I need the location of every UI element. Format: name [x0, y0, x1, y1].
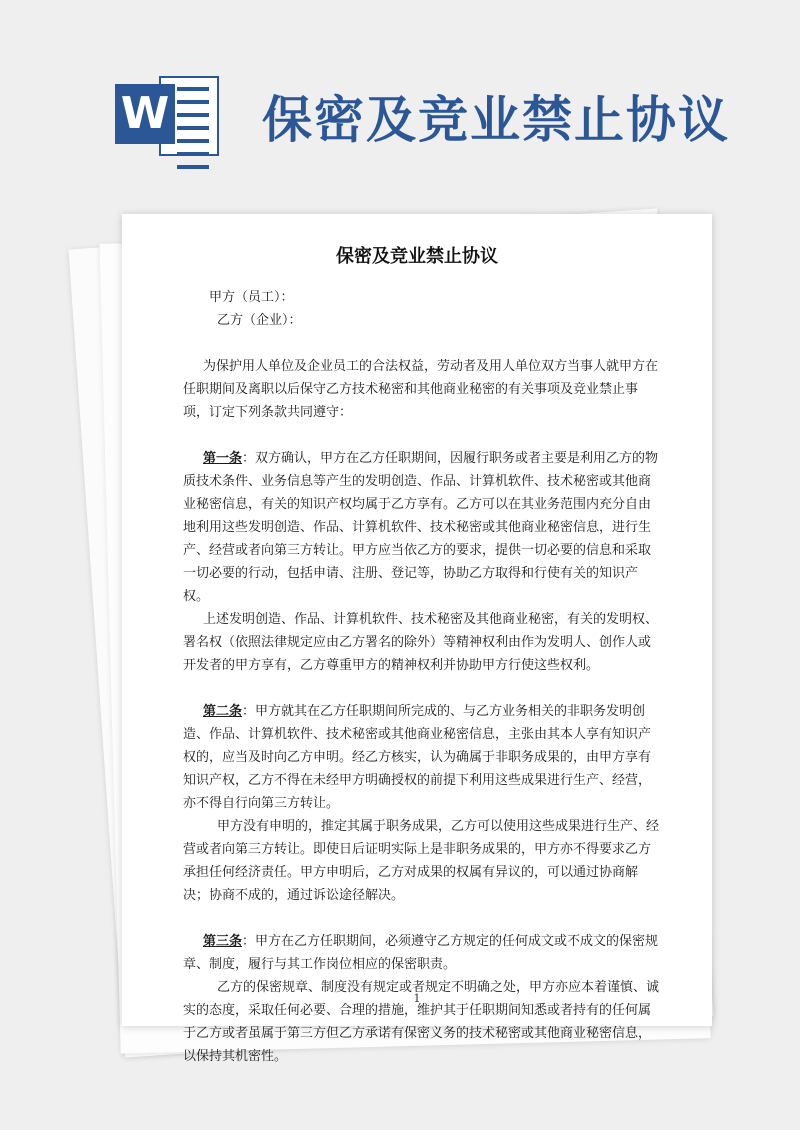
article-3-paragraph: [183, 930, 661, 976]
article-1-paragraph-2: 上述发明创造、作品、计算机软件、技术秘密及其他商业秘密，有关的发明权、署名权（依照法律规定应由乙方署名的除外）等精神权利由作为发明人、创作人或开发者的甲方享有，乙方尊重甲方的精神权利并协助甲方行使这些权利。: [183, 612, 659, 673]
article-2-paragraph-2: 甲方没有申明的，推定其属于职务成果，乙方可以使用这些成果进行生产、经营或者向第三方转让。即使日后证明实际上是非职务成果的，甲方亦不得要求乙方承担任何经济责任。甲方申明后，乙方对成果的权属有异议的，可以通过协商解决；协商不成的，通过诉讼途径解决。: [183, 819, 660, 903]
article-3-body: ：甲方在乙方任职期间，必须遵守乙方规定的任何成文或不成文的保密规章、制度，履行与其工作岗位相应的保密职责。: [183, 934, 659, 972]
party-a-line: 甲方（员工）：: [209, 290, 294, 305]
preamble-paragraph: 为保护用人单位及企业员工的合法权益，劳动者及用人单位双方当事人就甲方在任职期间及离职以后保守乙方技术秘密和其他商业秘密的有关事项及竞业禁止事项，订定下列条款共同遵守：: [183, 359, 659, 420]
article-2-body: ：甲方就其在乙方任职期间所完成的、与乙方业务相关的非职务发明创造、作品、计算机软件、技术秘密或其他商业秘密信息，主张由其本人享有知识产权的，应当及时向乙方申明。经乙方核实，认为确属于非职务成果的，由甲方享有知识产权，乙方不得在未经甲方明确授权的前提下利用这些成果进行生产、经营，亦不得自行向第三方转让。: [183, 704, 652, 811]
word-document-icon: [115, 72, 220, 158]
article-3-paragraph-2: 乙方的保密规章、制度没有规定或者规定不明确之处，甲方亦应本着谨慎、诚实的态度，采取任何必要、合理的措施，维护其于任职期间知悉或者持有的任何属于乙方或者虽属于第三方但乙方承诺有保密义务的技术秘密或其他商业秘密信息，以保持其机密性。: [183, 980, 660, 1064]
word-logo-letter: W: [115, 84, 175, 144]
article-2-heading: 第二条: [203, 704, 243, 719]
article-3-heading: 第三条: [203, 934, 243, 949]
article-1-paragraph: [183, 447, 661, 608]
document-page: [122, 214, 712, 1064]
banner: [0, 0, 800, 200]
document-body: [183, 286, 661, 1068]
banner-title: 保密及竞业禁止协议: [262, 91, 730, 149]
article-1-heading: 第一条: [203, 451, 243, 466]
page-number: 1: [413, 992, 421, 1005]
party-b-line: 乙方（企业）：: [217, 313, 302, 328]
article-2-paragraph: [183, 700, 661, 815]
document-title: 保密及竞业禁止协议: [336, 246, 498, 267]
article-1-body: ：双方确认，甲方在乙方任职期间，因履行职务或者主要是利用乙方的物质技术条件、业务信息等产生的发明创造、作品、计算机软件、技术秘密或其他商业秘密信息，有关的知识产权均属于乙方享有。乙方可以在其业务范围内充分自由地利用这些发明创造、作品、计算机软件、技术秘密或其他商业秘密信息，进行生产、经营或者向第三方转让。甲方应当依乙方的要求，提供一切必要的信息和采取一切必要的行动，包括申请、注册、登记等，协助乙方取得和行使有关的知识产权。: [183, 451, 659, 604]
